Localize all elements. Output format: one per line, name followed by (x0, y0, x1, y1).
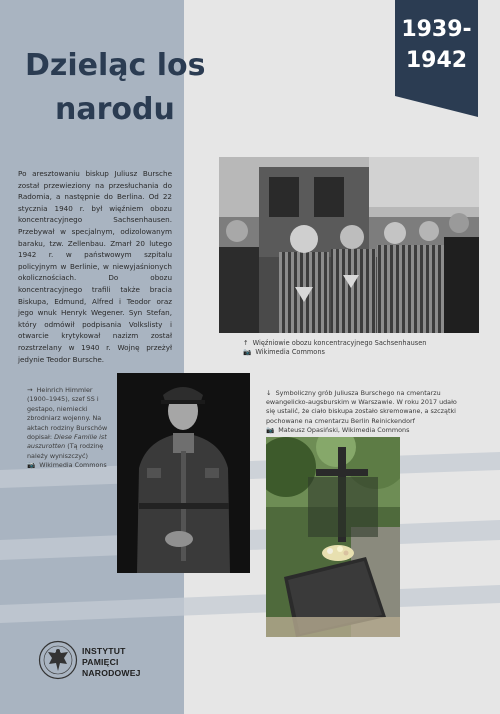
camera-icon: 📷 (266, 425, 275, 434)
himmler-caption-translation: (Tą rodzinę należy wyniszczyć) (27, 442, 104, 460)
prisoners-credit (243, 348, 463, 357)
himmler-photo (117, 373, 250, 573)
logo-line-3: NARODOWEJ (82, 668, 141, 678)
camera-icon: 📷 (243, 348, 252, 357)
title-line-2: narodu (55, 92, 175, 127)
logo-line-1: INSTYTUT (82, 646, 126, 656)
grave-photo (266, 437, 400, 637)
arrow-down-icon: ↓ (266, 389, 272, 397)
himmler-caption (27, 386, 112, 471)
eagle-emblem-icon (38, 640, 78, 680)
body-paragraph: Po aresztowaniu biskup Juliusz Bursche został przewieziony na przesłuchania do Radomia, a następnie do Berlina. Od 22 stycznia 1940 r. był więźniem obozu koncentracyjnego Sachsenhausen. Przebywał w specjalnym, odizolowanym baraku, tzw. Zellenbau. Zmarł 20 lutego 1942 r. w państwowym szpitalu policyjnym w Berlinie, w niewyjaśnionych okolicznościach. Do obozu koncentracyjnego trafili także bracia Biskupa, Edmund, Alfred i Teodor oraz jego wnuk Henryk Wegener. Syn Stefan, który odmówił podpisania Volkslisty i otwarcie krytykował nazizm został rozstrzelany w 1940 r. Wojnę przeżył jedynie Teodor Bursche. (18, 169, 172, 364)
grave-credit (266, 426, 466, 435)
grave-caption (266, 389, 466, 435)
logo-line-2: PAMIĘCI (82, 657, 119, 667)
ipn-logo (38, 640, 188, 690)
grave-credit-text: Mateusz Opasiński, Wikimedia Commons (278, 425, 410, 434)
himmler-caption-text: Heinrich Himmler (1900–1945), szef SS i gestapo, niemiecki zbrodniarz wojenny. Na aktach rodziny Burschów dopisał: (27, 386, 108, 442)
page-title (25, 44, 265, 132)
himmler-credit (27, 461, 112, 470)
prisoners-caption (243, 339, 463, 357)
arrow-up-icon: ↑ (243, 339, 249, 347)
prisoners-credit-text: Wikimedia Commons (255, 348, 325, 357)
title-line-1: Dzieląc los (25, 48, 206, 83)
years-end: 1942 (405, 48, 468, 73)
prisoners-photo (219, 157, 479, 333)
himmler-credit-text: Wikimedia Commons (39, 461, 107, 470)
prisoners-caption-text: Więźniowie obozu koncentracyjnego Sachsenhausen (252, 339, 427, 347)
years-text (395, 14, 478, 76)
years-start: 1939- (401, 17, 472, 42)
arrow-right-icon: → (27, 386, 33, 394)
grave-caption-text: Symboliczny grób Juliusza Burschego na cmentarzu ewangelicko-augsburskim w Warszawie. W roku 2017 udało się ustalić, że ciało biskupa zostało skremowane, a szczątki pochowane na cmentarzu Berlin Reinickendorf (266, 389, 457, 425)
himmler-caption-quote: Diese Familie ist auszurotten (27, 433, 107, 451)
camera-icon: 📷 (27, 461, 36, 470)
ipn-logo-text (82, 646, 141, 679)
